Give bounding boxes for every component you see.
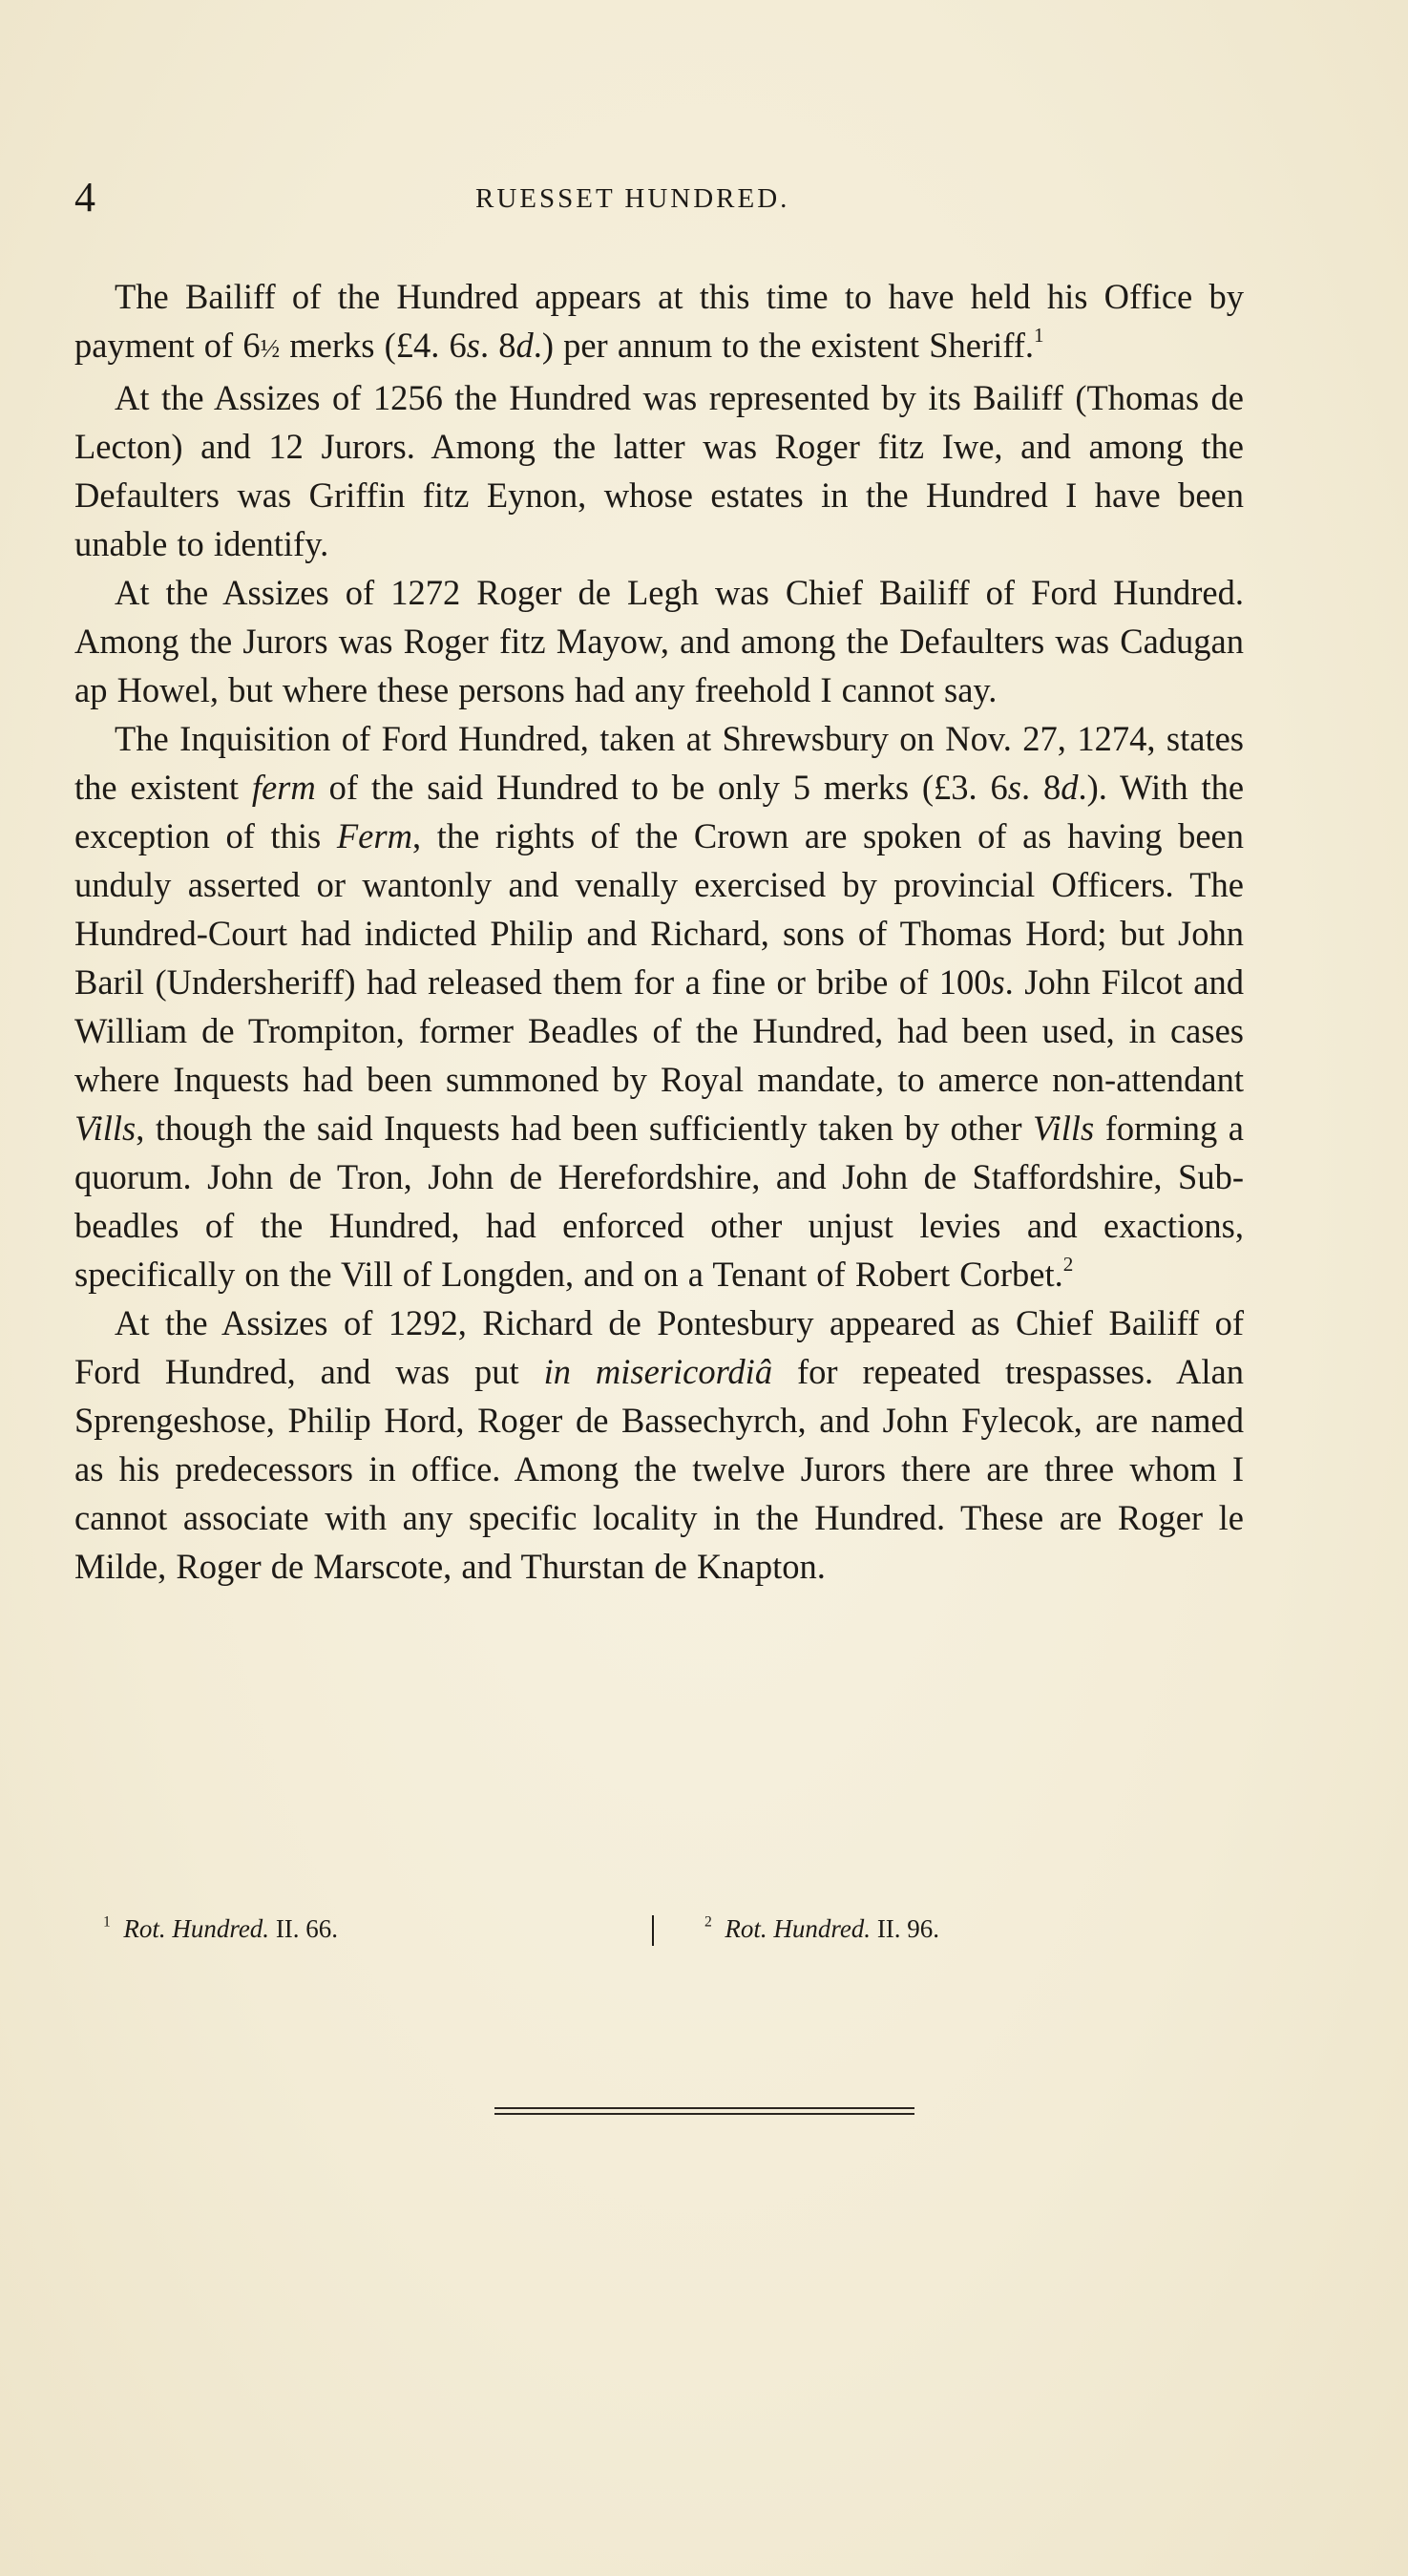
text-run: At the Assizes of 1256 the Hundred was represented by its Bailiff (Thomas de Lecton) and 12 Jurors. Among the latter was Roger fitz Iwe, and among the Defaulters was Griffin fitz Eynon, whose estates in the Hundred I have been unable to identify. xyxy=(74,378,1244,563)
double-rule-ornament xyxy=(494,2107,914,2117)
text-run: . 8 xyxy=(479,326,516,365)
footnote-location: II. 66. xyxy=(269,1914,339,1943)
italic-run: d xyxy=(515,326,534,365)
italic-run: Vills xyxy=(1032,1109,1095,1148)
body-text xyxy=(74,272,1244,1591)
text-run: . John Filcot and William de Trompiton, former Beadles of the Hundred, had been used, in cases where Inquests had been summoned by Royal mandate, to amerce non-attendant xyxy=(74,962,1245,1099)
text-run: , the rights of the Crown are spoken of as having been unduly asserted or wantonly and venally exercised by provincial Officers. The Hundred-Court had indicted Philip and Richard, sons of Thomas Hord; but John Baril (Undersheriff) had released them for a fine or bribe of 100 xyxy=(74,816,1244,1002)
text-run: The Bailiff of the Hundred appears at this time to have held his Office by payment of 6 xyxy=(74,277,1244,365)
footnote-mark: 2 xyxy=(704,1913,712,1931)
text-run: At the Assizes of 1292, Richard de Pontesbury appeared as Chief Bailiff of Ford Hundred, and was put xyxy=(74,1303,1244,1391)
page-header xyxy=(74,174,1244,222)
footnote xyxy=(103,1910,338,1948)
text-run: . 8 xyxy=(1020,768,1061,807)
rule-line xyxy=(494,2107,914,2109)
footnote xyxy=(704,1910,939,1948)
text-run: .) per annum to the existent Sheriff. xyxy=(533,326,1035,365)
paragraph xyxy=(74,373,1244,568)
italic-run: Ferm xyxy=(336,816,412,855)
text-run: The Inquisition of Ford Hundred, taken at Shrewsbury on Nov. 27, 1274, states the existent xyxy=(74,719,1244,807)
text-run: At the Assizes of 1272 Roger de Legh was Chief Bailiff of Ford Hundred. Among the Jurors was Roger fitz Mayow, and among the Defaulters was Cadugan ap Howel, but where these persons had any freehold I cannot say. xyxy=(74,573,1244,709)
paragraph xyxy=(74,568,1244,714)
paragraph xyxy=(74,714,1244,1299)
text-run: .). With the exception of this xyxy=(74,768,1245,855)
paragraph xyxy=(74,1299,1244,1591)
text-run: , though the said Inquests had been sufficiently taken by other xyxy=(136,1109,1033,1148)
page-number: 4 xyxy=(74,174,95,221)
italic-run: d xyxy=(1061,768,1079,807)
text-run: forming a quorum. John de Tron, John de Herefordshire, and John de Staffordshire, Sub-beadles of the Hundred, had enforced other unjust levies and exactions, specifically on the Vill of Longden, and on a Tenant of Robert Corbet. xyxy=(74,1109,1244,1294)
footnote-separator xyxy=(652,1915,654,1946)
footnote-location: II. 96. xyxy=(871,1914,940,1943)
italic-run: ferm xyxy=(251,768,316,807)
italic-run: s xyxy=(1007,768,1021,807)
text-run: for repeated trespasses. Alan Sprengeshose, Philip Hord, Roger de Bassechyrch, and John Fylecok, are named as his predecessors in office. Among the twelve Jurors there are three whom I cannot associate with any specific locality in the Hundred. These are Roger le Milde, Roger de Marscote, and Thurstan de Knapton. xyxy=(74,1352,1244,1586)
italic-run: Vills xyxy=(74,1109,137,1148)
italic-run: s xyxy=(991,962,1005,1002)
text-run: of the said Hundred to be only 5 merks (£3. 6 xyxy=(315,768,1008,807)
rule-line xyxy=(494,2113,914,2115)
footnotes xyxy=(74,1910,1244,1953)
running-title: RUESSET HUNDRED. xyxy=(475,183,790,214)
paragraph xyxy=(74,272,1244,373)
text-run: merks (£4. 6 xyxy=(280,326,467,365)
footnote-marker: 1 xyxy=(1034,324,1044,348)
footnote-mark: 1 xyxy=(103,1913,111,1931)
footnote-reference: Rot. Hundred. xyxy=(725,1914,872,1943)
footnote-marker: 2 xyxy=(1062,1253,1074,1277)
fraction: ½ xyxy=(260,334,281,363)
italic-run: s xyxy=(466,326,480,365)
italic-run: in misericordiâ xyxy=(543,1352,773,1391)
footnote-reference: Rot. Hundred. xyxy=(123,1914,270,1943)
